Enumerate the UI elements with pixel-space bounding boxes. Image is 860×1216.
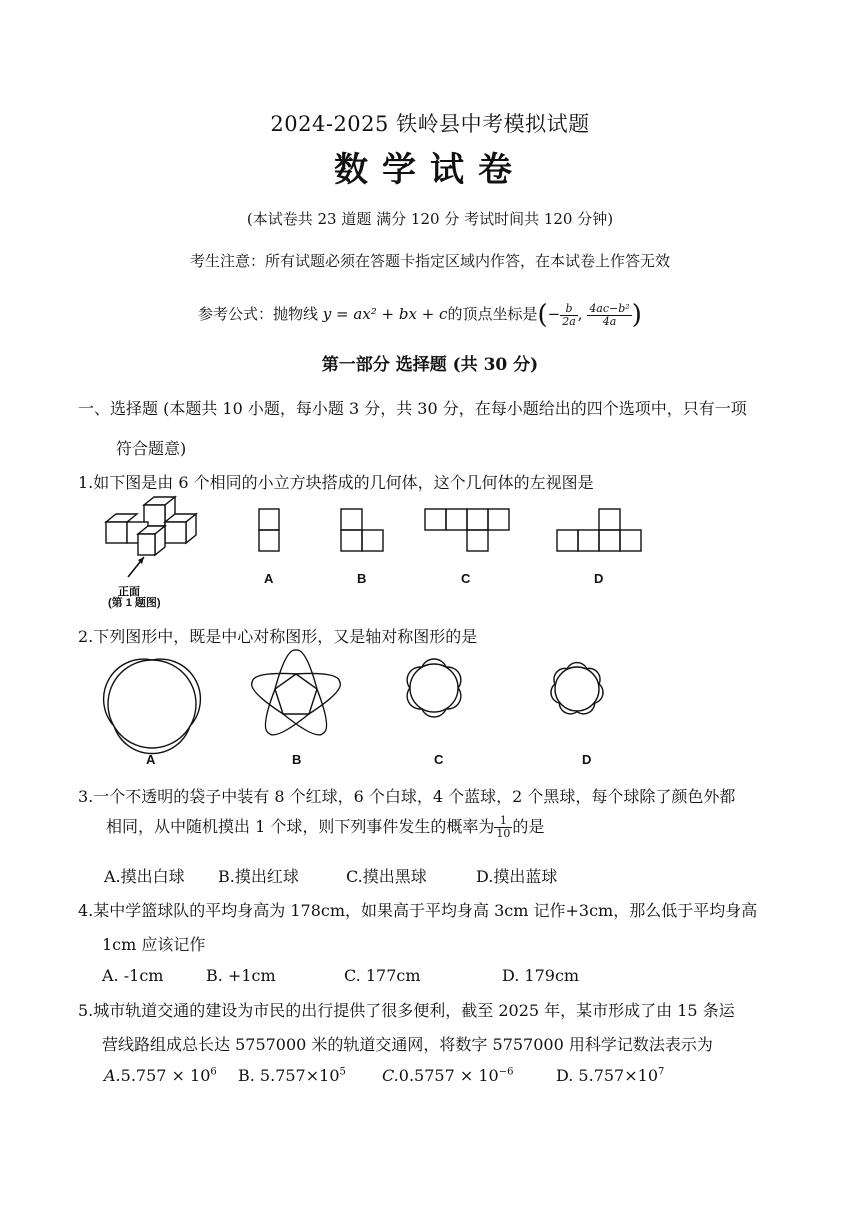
exam-notice: 考生注意：所有试题必须在答题卡指定区域内作答，在本试卷上作答无效: [189, 252, 670, 270]
q4-option-a[interactable]: A. -1cm: [102, 966, 164, 985]
exam-info: (本试卷共 23 道题 满分 120 分 考试时间共 120 分钟): [246, 210, 614, 228]
exam-subtitle: 2024-2025 铁岭县中考模拟试题: [270, 112, 590, 136]
q4-option-b[interactable]: B. +1cm: [206, 966, 276, 985]
q3-line1: 3.一个不透明的袋子中装有 8 个红球，6 个白球，4 个蓝球，2 个黑球，每个球除了颜色外都: [78, 787, 736, 806]
formula-equation: y = ax² + bx + c: [322, 305, 448, 323]
q2-option-a-label[interactable]: A: [146, 752, 156, 767]
q3-line2-post: 的是: [512, 817, 545, 836]
q3-option-c[interactable]: C.摸出黑球: [346, 867, 427, 886]
q2-option-d-figure: [544, 656, 610, 722]
q5-option-a[interactable]: $A.5.757 \times 10^6$: [104, 1066, 217, 1085]
section-intro-line1: 一、选择题 (本题共 10 小题，每小题 3 分，共 30 分，在每小题给出的四个选项中，只有一项: [78, 399, 747, 418]
q3-line2: [106, 814, 544, 840]
q2-option-c-label[interactable]: C: [434, 752, 444, 767]
q1-caption: (第 1 题图): [108, 597, 161, 609]
q2-option-a-figure: [106, 658, 198, 750]
q1-option-c-label[interactable]: C: [461, 571, 471, 586]
q1-solid-figure: [100, 495, 210, 607]
vertex-y: $\frac{\text{4ac−b²}}{4a}$: [589, 301, 630, 328]
formula-prefix: 参考公式：抛物线: [198, 305, 323, 323]
q3-fraction: $\frac{1}{10}$: [496, 814, 511, 840]
vertex-x: $\frac{b}{2a}$: [562, 301, 576, 328]
section-intro-line2: 符合题意): [116, 439, 187, 458]
q2-option-c-figure: [400, 654, 468, 722]
q3-option-a[interactable]: A.摸出白球: [104, 867, 185, 886]
q1-option-b-label[interactable]: B: [357, 571, 367, 586]
q3-option-b[interactable]: B.摸出红球: [218, 867, 299, 886]
q5-line2: 营线路组成总长达 5757000 米的轨道交通网，将数字 5757000 用科学记数法表示为: [102, 1035, 713, 1054]
formula-mid: 的顶点坐标是: [447, 305, 538, 323]
q3-line2-pre: 相同，从中随机摸出 1 个球，则下列事件发生的概率为: [106, 817, 495, 836]
q4-line1: 4.某中学篮球队的平均身高为 178cm，如果高于平均身高 3cm 记作+3cm，那么低于平均身高: [78, 901, 758, 920]
q5-line1: 5.城市轨道交通的建设为市民的出行提供了很多便利，截至 2025 年，某市形成了由 15 条运: [78, 1001, 735, 1020]
q1-option-b-figure: [340, 508, 384, 552]
section-title: 第一部分 选择题 (共 30 分): [321, 355, 539, 375]
q3-option-d[interactable]: D.摸出蓝球: [476, 867, 558, 886]
q5-option-b[interactable]: B. $5.757\times 10^5$: [238, 1066, 346, 1085]
q1-option-d-label[interactable]: D: [594, 571, 604, 586]
q4-option-c[interactable]: C. 177cm: [344, 966, 421, 985]
q1-text: 1.如下图是由 6 个相同的小立方块搭成的几何体，这个几何体的左视图是: [78, 473, 594, 492]
q5-option-d[interactable]: D. $5.757\times 10^7$: [556, 1066, 665, 1085]
q1-option-d-figure: [556, 508, 642, 552]
q2-option-b-figure: [248, 648, 344, 744]
front-label: 正面: [118, 586, 140, 598]
q4-line2: 1cm 应该记作: [102, 935, 206, 954]
q1-option-a-label[interactable]: A: [264, 571, 274, 586]
q2-option-d-label[interactable]: D: [582, 752, 592, 767]
q2-option-b-label[interactable]: B: [292, 752, 302, 767]
exam-title: 数学试卷: [334, 150, 526, 190]
q5-option-c[interactable]: $C.0.5757 \times 10^{-6}$: [382, 1066, 514, 1085]
q4-option-d[interactable]: D. 179cm: [502, 966, 580, 985]
q1-option-c-figure: [424, 508, 510, 552]
reference-formula: 参考公式：抛物线 y = ax² + bx + c的顶点坐标是(− $\frac{b}{2a}$ , $\frac{\text{4ac−b²}}{4a}$ ): [198, 300, 642, 330]
q2-text: 2.下列图形中，既是中心对称图形，又是轴对称图形的是: [78, 627, 478, 646]
q1-option-a-figure: [258, 508, 280, 552]
